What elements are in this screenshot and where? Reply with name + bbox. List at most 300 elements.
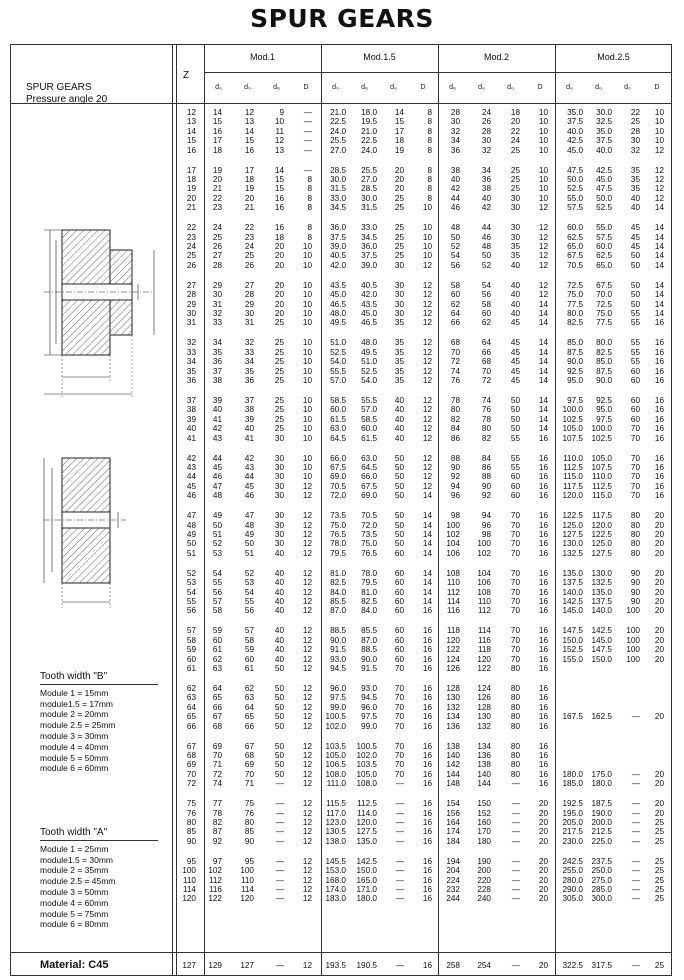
table-cell: 16 [422, 799, 432, 809]
table-cell: 20 [274, 280, 284, 290]
table-cell: 180.0 [591, 779, 612, 789]
table-cell: 112 [477, 606, 491, 616]
table-cell: 240 [477, 894, 491, 904]
table-cell: 100 [626, 645, 640, 655]
table-cell: 100 [626, 635, 640, 645]
table-cell: 25 [654, 894, 664, 904]
table-cell: 12 [302, 664, 312, 673]
table-cell: 60.0 [596, 242, 612, 251]
table-cell: 19 [186, 184, 196, 194]
table-cell: 35.0 [567, 108, 583, 117]
table-cell: 110 [477, 597, 491, 606]
table-cell: 30 [274, 453, 284, 463]
table-cell: 16 [422, 664, 432, 673]
table-cell: 12 [654, 175, 664, 184]
table-cell: 91.5 [330, 645, 346, 655]
table-cell: 70 [510, 548, 520, 558]
table-cell: 44 [212, 453, 222, 463]
table-cell: — [395, 779, 404, 789]
table-cell: 31 [186, 318, 196, 328]
table-cell: 55.0 [567, 193, 583, 203]
table-cell: 114 [477, 626, 491, 636]
table-cell: 57 [212, 597, 222, 606]
table-cell: 66 [186, 721, 196, 731]
table-cell: 91.5 [361, 664, 377, 673]
table-cell: 12 [302, 568, 312, 578]
table-cell: 57.0 [330, 376, 346, 385]
table-cell: 70.5 [567, 260, 583, 270]
table-cell: 80 [186, 818, 196, 827]
table-cell: 42.0 [361, 290, 377, 300]
table-cell: 50 [394, 491, 404, 501]
table-cell: 93.0 [361, 684, 377, 693]
table-cell: 20 [654, 597, 664, 606]
table-cell: 76.5 [330, 530, 346, 539]
table-cell: 92 [212, 836, 222, 846]
table-cell: 16 [422, 684, 432, 693]
table-cell: 70 [394, 741, 404, 751]
table-cell: 194 [446, 856, 460, 866]
table-cell: 10 [422, 203, 432, 213]
table-cell: 48 [212, 491, 222, 501]
table-cell: 100 [446, 520, 460, 530]
table-cell: 68 [450, 338, 460, 348]
table-cell: 10 [538, 108, 548, 117]
table-cell: 14 [538, 299, 548, 309]
table-cell: 12 [654, 193, 664, 203]
table-cell: 25 [394, 223, 404, 233]
table-cell: 150.0 [562, 635, 583, 645]
table-cell: 40 [394, 414, 404, 424]
table-cell: 12 [302, 645, 312, 655]
table-cell: 37.5 [361, 251, 377, 261]
table-cell: 36 [212, 357, 222, 367]
table-cell: 70 [510, 511, 520, 521]
table-cell: 92.5 [567, 366, 583, 376]
table-cell: 106.5 [325, 760, 346, 770]
table-cell: 20 [538, 808, 548, 818]
table-cell: 120.0 [356, 818, 377, 827]
table-cell: 27.0 [330, 145, 346, 155]
table-cell: 34.5 [330, 203, 346, 213]
table-cell: 12 [302, 885, 312, 894]
column-header: D [303, 84, 309, 91]
table-cell: 50 [394, 463, 404, 472]
table-cell: 12 [422, 472, 432, 482]
table-cell: 92 [450, 472, 460, 482]
table-cell: 12 [422, 463, 432, 472]
table-cell: 200.0 [591, 818, 612, 827]
table-cell: 12 [422, 366, 432, 376]
table-cell: 25 [654, 866, 664, 876]
table-cell: 70 [510, 520, 520, 530]
table-cell: 45 [510, 366, 520, 376]
table-cell: 230.0 [562, 836, 583, 846]
table-cell: 16 [538, 578, 548, 588]
table-cell: 40.0 [567, 126, 583, 136]
table-cell: 12 [302, 481, 312, 491]
column-header: d₀ [595, 84, 602, 91]
table-cell: — [511, 799, 520, 809]
table-cell: 20 [654, 808, 664, 818]
table-cell: 35 [394, 338, 404, 348]
table-cell: 140.0 [591, 606, 612, 616]
table-cell: 17 [394, 126, 404, 136]
table-cell: 30 [274, 481, 284, 491]
table-cell: 14 [244, 126, 254, 136]
table-cell: 20 [538, 836, 548, 846]
table-cell: — [395, 836, 404, 846]
table-cell: 37.5 [567, 117, 583, 127]
table-cell: 16 [538, 597, 548, 606]
tooth-width-item: Module 1 = 15mm [40, 687, 109, 698]
table-cell: 100.5 [325, 712, 346, 722]
table-cell: 87.0 [330, 606, 346, 616]
table-cell: 55.5 [330, 366, 346, 376]
table-cell: 40 [394, 433, 404, 443]
table-cell: 35 [394, 366, 404, 376]
table-cell: 12 [538, 290, 548, 300]
table-cell: — [275, 961, 284, 970]
table-cell: 8 [427, 126, 432, 136]
table-cell: 10 [302, 463, 312, 472]
table-cell: 38 [450, 165, 460, 175]
table-cell: 204 [446, 866, 460, 876]
table-cell: 135.0 [562, 568, 583, 578]
table-cell: 12 [422, 260, 432, 270]
table-cell: 142.5 [591, 626, 612, 636]
table-cell: 20 [654, 568, 664, 578]
table-cell: — [511, 818, 520, 827]
table-cell: 9 [279, 108, 284, 117]
table-cell: 48 [450, 223, 460, 233]
column-header: d₀ [507, 84, 514, 91]
table-cell: 37 [212, 366, 222, 376]
table-cell: 138 [477, 760, 491, 770]
table-cell: — [395, 885, 404, 894]
table-cell: 129 [208, 961, 222, 970]
table-cell: 14 [538, 309, 548, 318]
table-cell: 25 [654, 885, 664, 894]
table-cell: 19 [244, 184, 254, 194]
tooth-width-item: module 6 = 60mm [40, 763, 109, 774]
table-cell: 31.5 [330, 184, 346, 194]
table-cell: 67.5 [330, 463, 346, 472]
table-cell: 8 [427, 136, 432, 146]
table-cell: 20 [538, 827, 548, 837]
table-cell: 136 [446, 721, 460, 731]
table-cell: 16 [654, 414, 664, 424]
table-cell: 20 [538, 818, 548, 827]
table-cell: 14 [538, 357, 548, 367]
table-cell: 62 [212, 654, 222, 664]
table-cell: 114 [240, 885, 254, 894]
table-cell: 30 [394, 299, 404, 309]
column-header: D [537, 84, 543, 91]
table-cell: 32 [244, 338, 254, 348]
table-cell: 36 [186, 376, 196, 385]
table-cell: 40 [510, 290, 520, 300]
table-cell: 40 [274, 635, 284, 645]
table-cell: 27 [212, 251, 222, 261]
table-cell: 47 [212, 481, 222, 491]
table-cell: 16 [538, 453, 548, 463]
table-cell: 20 [654, 645, 664, 655]
table-cell: 20 [274, 242, 284, 251]
table-cell: 150.0 [591, 654, 612, 664]
table-cell: 20 [244, 193, 254, 203]
table-cell: 39.0 [361, 260, 377, 270]
table-cell: 126 [446, 664, 460, 673]
table-cell: 40 [186, 424, 196, 434]
table-cell: 16 [274, 203, 284, 213]
table-cell: 165.0 [356, 875, 377, 885]
table-cell: 25 [186, 251, 196, 261]
table-cell: 54.0 [330, 357, 346, 367]
table-cell: 14 [422, 568, 432, 578]
table-cell: 25 [274, 424, 284, 434]
table-cell: 16 [654, 347, 664, 357]
table-cell: 94.5 [361, 693, 377, 703]
table-cell: 55 [510, 463, 520, 472]
table-cell: 10 [654, 126, 664, 136]
table-cell: 12 [422, 347, 432, 357]
table-cell: 12 [302, 866, 312, 876]
column-header: D [420, 84, 426, 91]
table-cell: 258 [446, 961, 460, 970]
table-cell: 30 [274, 463, 284, 472]
table-cell: — [395, 799, 404, 809]
table-cell: 50 [394, 481, 404, 491]
table-cell: 16 [422, 856, 432, 866]
table-cell: 50.0 [567, 175, 583, 184]
table-cell: 62 [450, 299, 460, 309]
table-cell: 110.0 [592, 472, 612, 482]
table-cell: 108.0 [325, 769, 346, 779]
table-cell: 40 [274, 654, 284, 664]
table-cell: 60 [394, 597, 404, 606]
table-cell: 40 [274, 606, 284, 616]
table-cell: 34 [212, 338, 222, 348]
table-cell: 127.5 [591, 548, 612, 558]
table-cell: — [303, 145, 312, 155]
table-cell: 60 [394, 578, 404, 588]
table-cell: 50 [274, 741, 284, 751]
table-cell: 105.0 [562, 424, 583, 434]
table-cell: 76 [186, 808, 196, 818]
table-cell: 16 [538, 664, 548, 673]
table-cell: 50 [274, 712, 284, 722]
table-cell: 138.0 [325, 836, 346, 846]
table-cell: 28 [630, 126, 640, 136]
table-cell: 16 [538, 472, 548, 482]
table-cell: 50 [450, 232, 460, 242]
table-cell: 57 [186, 626, 196, 636]
table-cell: 43.5 [361, 299, 377, 309]
table-cell: 115.0 [592, 491, 612, 501]
table-cell: 52 [244, 568, 254, 578]
table-cell: 50 [510, 396, 520, 405]
table-cell: 244 [446, 894, 460, 904]
table-cell: 58 [450, 280, 460, 290]
table-cell: 30 [186, 309, 196, 318]
table-cell: 59 [186, 645, 196, 655]
table-cell: 24 [481, 108, 491, 117]
table-cell: 112.5 [563, 463, 583, 472]
table-cell: 53 [244, 578, 254, 588]
table-cell: 35 [630, 184, 640, 194]
table-cell: 16 [422, 827, 432, 837]
table-cell: 33.0 [330, 193, 346, 203]
table-cell: 20 [274, 309, 284, 318]
table-cell: 42 [186, 453, 196, 463]
table-cell: 69 [244, 760, 254, 770]
table-cell: 64 [481, 338, 491, 348]
table-cell: — [631, 885, 640, 894]
table-cell: 72 [450, 357, 460, 367]
table-cell: 10 [538, 193, 548, 203]
table-cell: 20 [538, 894, 548, 904]
table-cell: 180 [477, 836, 491, 846]
table-cell: 30 [274, 491, 284, 501]
column-header: d₀ [273, 84, 280, 91]
table-cell: 13 [186, 117, 196, 127]
table-cell: 127.5 [562, 530, 583, 539]
table-cell: 70.5 [330, 481, 346, 491]
table-cell: 60 [630, 405, 640, 415]
table-cell: 82.5 [567, 318, 583, 328]
table-cell: 190.5 [356, 961, 377, 970]
table-cell: 80 [510, 702, 520, 712]
table-cell: 39 [244, 414, 254, 424]
table-cell: 16 [538, 606, 548, 616]
table-cell: 88.5 [361, 645, 377, 655]
table-cell: 34 [244, 357, 254, 367]
table-cell: 25 [394, 242, 404, 251]
table-cell: 136 [477, 751, 491, 760]
table-cell: 70 [244, 769, 254, 779]
table-cell: 35 [510, 251, 520, 261]
table-cell: 140 [446, 751, 460, 760]
table-cell: 170 [477, 827, 491, 837]
table-cell: 142.5 [356, 856, 377, 866]
table-cell: 40 [394, 396, 404, 405]
table-cell: 47.5 [596, 184, 612, 194]
table-cell: 14 [538, 318, 548, 328]
table-cell: 30 [212, 290, 222, 300]
column-header: d₀ [244, 84, 251, 91]
table-cell: 104 [446, 539, 460, 549]
table-cell: 16 [422, 769, 432, 779]
table-cell: — [303, 165, 312, 175]
table-cell: 65.0 [567, 242, 583, 251]
table-cell: 40 [212, 405, 222, 415]
table-cell: 60 [394, 587, 404, 597]
table-cell: 35 [212, 347, 222, 357]
table-cell: 10 [302, 396, 312, 405]
table-cell: 95 [244, 856, 254, 866]
table-cell: 255.0 [562, 866, 583, 876]
table-cell: 48.0 [361, 338, 377, 348]
table-cell: 10 [422, 242, 432, 251]
table-cell: 50 [394, 472, 404, 482]
table-cell: 70 [394, 702, 404, 712]
table-cell: 102.0 [325, 721, 346, 731]
table-cell: 237.5 [591, 856, 612, 866]
table-cell: 27.0 [361, 175, 377, 184]
table-cell: — [275, 875, 284, 885]
table-cell: — [511, 866, 520, 876]
table-cell: 38 [244, 405, 254, 415]
table-cell: 46 [186, 491, 196, 501]
table-cell: 20 [654, 520, 664, 530]
table-cell: 152 [477, 808, 491, 818]
table-cell: 145.5 [325, 856, 346, 866]
table-cell: 42 [244, 453, 254, 463]
table-cell: 122.5 [591, 530, 612, 539]
table-cell: 95 [186, 856, 196, 866]
table-cell: 16 [422, 836, 432, 846]
table-cell: — [303, 108, 312, 117]
table-cell: 125.0 [562, 520, 583, 530]
table-cell: 62 [244, 684, 254, 693]
table-cell: 50 [510, 405, 520, 415]
table-cell: 63.0 [361, 453, 377, 463]
table-cell: — [395, 827, 404, 837]
table-cell: 300.0 [591, 894, 612, 904]
table-cell: 45 [510, 376, 520, 385]
table-cell: 40 [510, 309, 520, 318]
table-cell: 16 [538, 511, 548, 521]
table-cell: 82 [212, 818, 222, 827]
table-cell: 40 [274, 645, 284, 655]
table-cell: 12 [422, 280, 432, 290]
table-cell: 53 [212, 548, 222, 558]
table-cell: 30.0 [330, 175, 346, 184]
table-cell: 10 [422, 223, 432, 233]
table-cell: — [275, 779, 284, 789]
table-cell: 60.0 [567, 223, 583, 233]
table-cell: 32 [186, 338, 196, 348]
table-cell: 12 [302, 520, 312, 530]
table-cell: 58 [212, 606, 222, 616]
table-cell: 168.0 [325, 875, 346, 885]
table-cell: — [395, 875, 404, 885]
table-cell: 76 [481, 405, 491, 415]
table-cell: 30 [394, 290, 404, 300]
table-cell: 31 [244, 318, 254, 328]
table-cell: 8 [427, 117, 432, 127]
table-cell: 115.0 [563, 472, 583, 482]
table-cell: 55 [630, 318, 640, 328]
table-cell: 103.5 [325, 741, 346, 751]
table-cell: 45 [630, 232, 640, 242]
table-cell: 16 [538, 693, 548, 703]
table-cell: 16 [654, 405, 664, 415]
table-cell: 73.5 [330, 511, 346, 521]
table-cell: 28 [186, 290, 196, 300]
table-cell: 15 [274, 184, 284, 194]
table-cell: 82.5 [361, 597, 377, 606]
table-cell: 10 [302, 366, 312, 376]
table-cell: 14 [422, 520, 432, 530]
table-cell: 14 [538, 376, 548, 385]
table-cell: 37.5 [330, 232, 346, 242]
table-cell: 26 [186, 260, 196, 270]
table-cell: 54 [244, 587, 254, 597]
table-cell: 41 [244, 433, 254, 443]
table-cell: 16 [538, 760, 548, 770]
